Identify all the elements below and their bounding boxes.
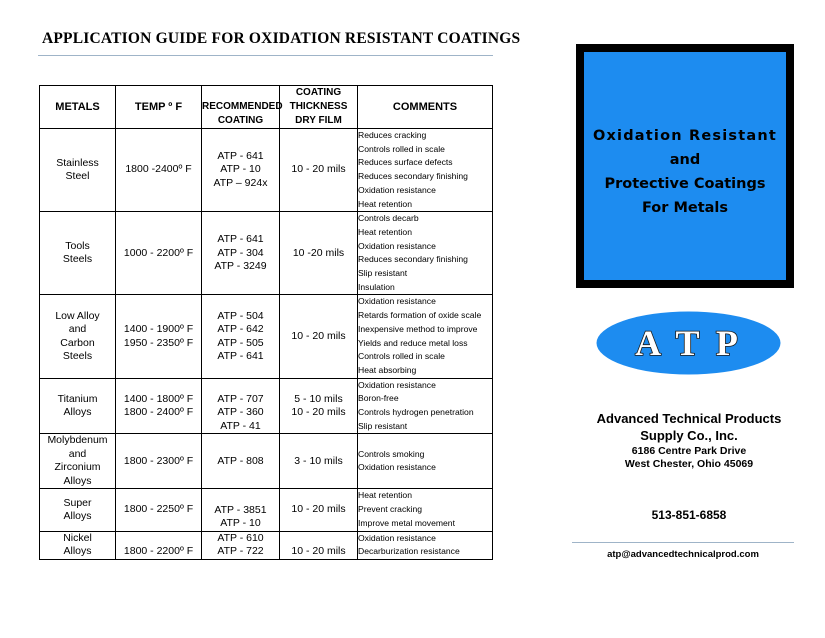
thickness-cell: 3 - 10 mils bbox=[280, 434, 358, 489]
table-row bbox=[40, 434, 493, 489]
table-row bbox=[40, 378, 493, 434]
metal-cell: Super Alloys bbox=[40, 489, 116, 531]
contact-divider bbox=[572, 542, 794, 543]
cover-panel-blue bbox=[584, 52, 786, 280]
svg-text:A T P: A T P bbox=[635, 323, 742, 363]
temp-cell: 1800 - 2200º F bbox=[116, 531, 202, 559]
cover-heading: Oxidation Resistant and Protective Coatings For Metals bbox=[592, 128, 778, 216]
company-name: Advanced Technical Products bbox=[596, 411, 782, 426]
temp-cell: 1800 - 2250º F bbox=[116, 489, 202, 531]
metal-cell: Stainless Steel bbox=[40, 129, 116, 212]
metal-cell: Titanium Alloys bbox=[40, 378, 116, 434]
temp-cell: 1400 - 1900º F 1950 - 2350º F bbox=[116, 295, 202, 378]
comments-cell: Oxidation resistance Retards formation of oxide scale Inexpensive method to improve Yields and reduce metal loss Controls rolled in scale Heat absorbing bbox=[358, 295, 493, 378]
comments-cell: Controls smoking Oxidation resistance bbox=[358, 434, 493, 489]
comments-cell: Heat retention Prevent cracking Improve metal movement bbox=[358, 489, 493, 531]
header-metals: METALS bbox=[40, 86, 116, 129]
cover-panel bbox=[576, 44, 794, 288]
table-row bbox=[40, 531, 493, 559]
page-title: APPLICATION GUIDE FOR OXIDATION RESISTANT COATINGS bbox=[42, 30, 521, 47]
coating-cell: ATP - 641 ATP - 10 ATP – 924x bbox=[202, 129, 280, 212]
table-row bbox=[40, 295, 493, 378]
thickness-cell: 10 - 20 mils bbox=[280, 531, 358, 559]
coating-cell: ATP - 610 ATP - 722 bbox=[202, 531, 280, 559]
temp-cell: 1800 -2400º F bbox=[116, 129, 202, 212]
header-comments: COMMENTS bbox=[358, 86, 493, 129]
address-line-2: West Chester, Ohio 45069 bbox=[624, 458, 754, 470]
thickness-cell: 10 - 20 mils bbox=[280, 489, 358, 531]
comments-cell: Controls decarb Heat retention Oxidation resistance Reduces secondary finishing Slip resistant Insulation bbox=[358, 212, 493, 295]
temp-cell: 1000 - 2200º F bbox=[116, 212, 202, 295]
thickness-cell: 10 - 20 mils bbox=[280, 129, 358, 212]
coating-cell: ATP - 3851 ATP - 10 bbox=[202, 489, 280, 531]
comments-cell: Oxidation resistance Decarburization resistance bbox=[358, 531, 493, 559]
metal-cell: Molybdenum and Zirconium Alloys bbox=[40, 434, 116, 489]
comments-cell: Reduces cracking Controls rolled in scale Reduces surface defects Reduces secondary finishing Oxidation resistance Heat retention bbox=[358, 129, 493, 212]
thickness-cell: 5 - 10 mils 10 - 20 mils bbox=[280, 378, 358, 434]
thickness-cell: 10 -20 mils bbox=[280, 212, 358, 295]
company-info bbox=[580, 410, 798, 471]
comments-cell: Oxidation resistance Boron-free Controls hydrogen penetration Slip resistant bbox=[358, 378, 493, 434]
company-name-2: Supply Co., Inc. bbox=[640, 428, 738, 443]
phone-number: 513-851-6858 bbox=[651, 508, 727, 522]
table-row bbox=[40, 489, 493, 531]
header-recommended-coating: RECOMMENDED COATING bbox=[202, 86, 280, 129]
thickness-cell: 10 - 20 mils bbox=[280, 295, 358, 378]
email-address: atp@advancedtechnicalprod.com bbox=[607, 549, 759, 560]
title-underline bbox=[38, 55, 493, 56]
header-coating-thickness: COATING THICKNESS DRY FILM bbox=[280, 86, 358, 129]
coating-cell: ATP - 641 ATP - 304 ATP - 3249 bbox=[202, 212, 280, 295]
metal-cell: Tools Steels bbox=[40, 212, 116, 295]
table-row bbox=[40, 212, 493, 295]
header-temp: TEMP º F bbox=[116, 86, 202, 129]
application-guide-table bbox=[39, 85, 493, 560]
coating-cell: ATP - 707 ATP - 360 ATP - 41 bbox=[202, 378, 280, 434]
coating-cell: ATP - 808 bbox=[202, 434, 280, 489]
coating-cell: ATP - 504 ATP - 642 ATP - 505 ATP - 641 bbox=[202, 295, 280, 378]
address-line-1: 6186 Centre Park Drive bbox=[631, 445, 747, 457]
atp-logo bbox=[596, 311, 781, 375]
temp-cell: 1400 - 1800º F 1800 - 2400º F bbox=[116, 378, 202, 434]
metal-cell: Low Alloy and Carbon Steels bbox=[40, 295, 116, 378]
table-row bbox=[40, 129, 493, 212]
temp-cell: 1800 - 2300º F bbox=[116, 434, 202, 489]
metal-cell: Nickel Alloys bbox=[40, 531, 116, 559]
